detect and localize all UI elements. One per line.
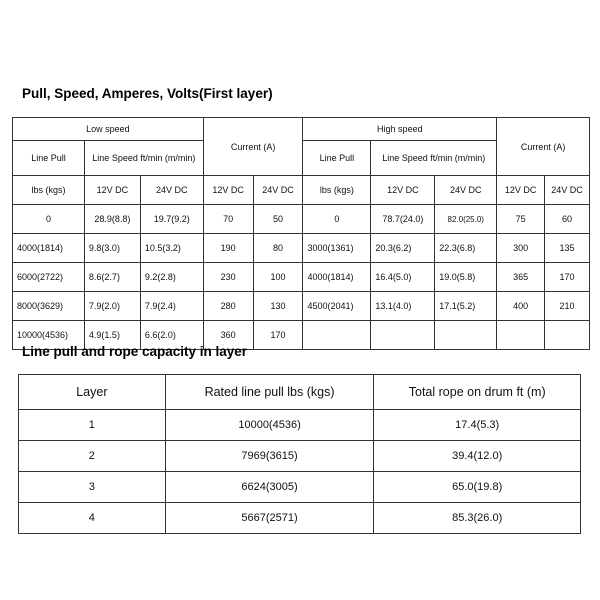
cell: 4000(1814) xyxy=(13,234,85,263)
cell: 39.4(12.0) xyxy=(374,441,581,472)
cell: 13.1(4.0) xyxy=(371,292,435,321)
low-line-pull-header: Line Pull xyxy=(13,141,85,176)
table2-header-row xyxy=(19,375,581,410)
cell: 365 xyxy=(497,263,545,292)
unit-cell: 24V DC xyxy=(253,176,303,205)
cell: 20.3(6.2) xyxy=(371,234,435,263)
table1-row xyxy=(13,205,590,234)
cell: 10000(4536) xyxy=(165,410,374,441)
cell: 9.2(2.8) xyxy=(140,263,203,292)
high-line-speed-header: Line Speed ft/min (m/min) xyxy=(371,141,497,176)
rope-capacity-table xyxy=(18,374,581,534)
table1-title: Pull, Speed, Amperes, Volts(First layer) xyxy=(22,86,273,101)
cell: 6624(3005) xyxy=(165,472,374,503)
table1-units-row xyxy=(13,176,590,205)
cell: 22.3(6.8) xyxy=(435,234,497,263)
low-current-header: Current (A) xyxy=(203,118,303,176)
table1-header-row-1 xyxy=(13,118,590,141)
cell: 7.9(2.0) xyxy=(84,292,140,321)
cell: 4000(1814) xyxy=(303,263,371,292)
table2-row xyxy=(19,441,581,472)
cell: 400 xyxy=(497,292,545,321)
table2-row xyxy=(19,503,581,534)
cell: 1 xyxy=(19,410,166,441)
cell: 16.4(5.0) xyxy=(371,263,435,292)
cell: 170 xyxy=(545,263,590,292)
unit-cell: 24V DC xyxy=(140,176,203,205)
cell: 0 xyxy=(13,205,85,234)
cell: 70 xyxy=(203,205,253,234)
table2-row xyxy=(19,472,581,503)
cell: 65.0(19.8) xyxy=(374,472,581,503)
table1-row xyxy=(13,234,590,263)
cell: 10000(4536) xyxy=(13,321,85,350)
cell: 3000(1361) xyxy=(303,234,371,263)
high-speed-header: High speed xyxy=(303,118,497,141)
cell: 6.6(2.0) xyxy=(140,321,203,350)
high-line-pull-header: Line Pull xyxy=(303,141,371,176)
unit-cell: 12V DC xyxy=(203,176,253,205)
cell: 135 xyxy=(545,234,590,263)
cell: 9.8(3.0) xyxy=(84,234,140,263)
cell xyxy=(497,321,545,350)
high-current-header: Current (A) xyxy=(497,118,590,176)
cell: 17.1(5.2) xyxy=(435,292,497,321)
cell: 7.9(2.4) xyxy=(140,292,203,321)
table1-row xyxy=(13,292,590,321)
cell: 78.7(24.0) xyxy=(371,205,435,234)
cell: 60 xyxy=(545,205,590,234)
cell: 28.9(8.8) xyxy=(84,205,140,234)
cell xyxy=(371,321,435,350)
cell: 80 xyxy=(253,234,303,263)
unit-cell: 12V DC xyxy=(371,176,435,205)
cell: 5667(2571) xyxy=(165,503,374,534)
unit-cell: 24V DC xyxy=(545,176,590,205)
cell: 50 xyxy=(253,205,303,234)
cell: 4500(2041) xyxy=(303,292,371,321)
table2-row xyxy=(19,410,581,441)
unit-cell: lbs (kgs) xyxy=(13,176,85,205)
cell: 4 xyxy=(19,503,166,534)
cell: 360 xyxy=(203,321,253,350)
cell: 230 xyxy=(203,263,253,292)
rated-line-pull-header: Rated line pull lbs (kgs) xyxy=(165,375,374,410)
cell: 7969(3615) xyxy=(165,441,374,472)
cell: 19.0(5.8) xyxy=(435,263,497,292)
unit-cell: 24V DC xyxy=(435,176,497,205)
cell: 100 xyxy=(253,263,303,292)
cell: 300 xyxy=(497,234,545,263)
unit-cell: 12V DC xyxy=(497,176,545,205)
low-speed-header: Low speed xyxy=(13,118,204,141)
cell xyxy=(545,321,590,350)
cell: 82.0(25.0) xyxy=(435,205,497,234)
cell: 4.9(1.5) xyxy=(84,321,140,350)
cell xyxy=(435,321,497,350)
total-rope-header: Total rope on drum ft (m) xyxy=(374,375,581,410)
cell: 8000(3629) xyxy=(13,292,85,321)
cell: 130 xyxy=(253,292,303,321)
low-line-speed-header: Line Speed ft/min (m/min) xyxy=(84,141,203,176)
cell: 190 xyxy=(203,234,253,263)
cell: 8.6(2.7) xyxy=(84,263,140,292)
cell: 17.4(5.3) xyxy=(374,410,581,441)
cell xyxy=(303,321,371,350)
cell: 75 xyxy=(497,205,545,234)
cell: 170 xyxy=(253,321,303,350)
layer-header: Layer xyxy=(19,375,166,410)
table1-row xyxy=(13,263,590,292)
cell: 0 xyxy=(303,205,371,234)
pull-speed-table xyxy=(12,117,590,350)
cell: 10.5(3.2) xyxy=(140,234,203,263)
cell: 85.3(26.0) xyxy=(374,503,581,534)
cell: 210 xyxy=(545,292,590,321)
table2-title: Line pull and rope capacity in layer xyxy=(22,344,248,359)
cell: 19.7(9.2) xyxy=(140,205,203,234)
cell: 280 xyxy=(203,292,253,321)
cell: 2 xyxy=(19,441,166,472)
unit-cell: 12V DC xyxy=(84,176,140,205)
unit-cell: lbs (kgs) xyxy=(303,176,371,205)
cell: 6000(2722) xyxy=(13,263,85,292)
cell: 3 xyxy=(19,472,166,503)
